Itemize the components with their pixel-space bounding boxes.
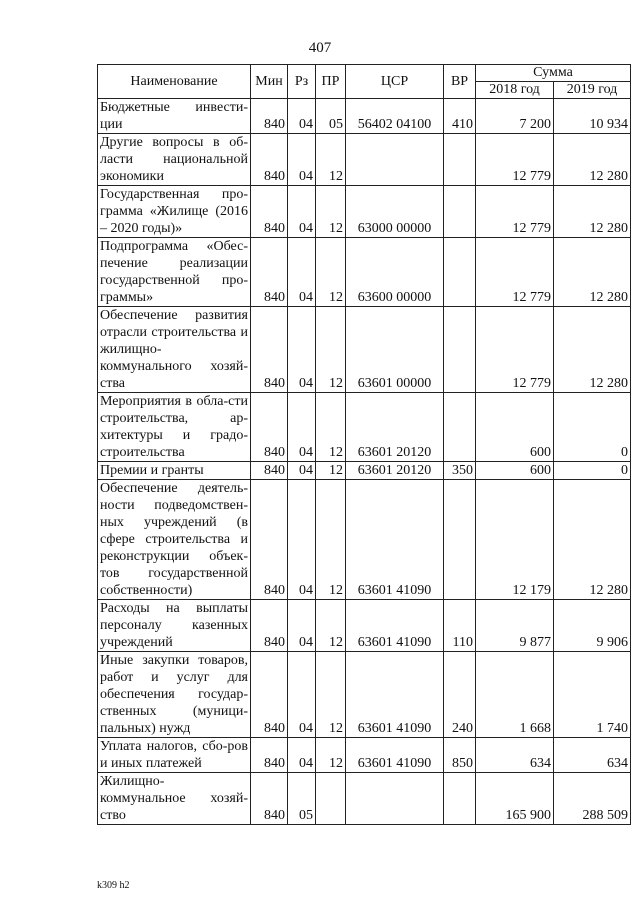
cell-pr: 12 (316, 186, 346, 238)
cell-pr: 12 (316, 393, 346, 462)
cell-pr (316, 773, 346, 825)
table-row (98, 738, 631, 773)
cell-rz: 04 (288, 186, 316, 238)
cell-rz: 04 (288, 462, 316, 480)
cell-amount-2019: 634 (554, 738, 631, 773)
cell-vr (444, 307, 476, 393)
cell-name: Обеспечение деятель-ности подведомствен-ных учреждений (в сфере строительства и реконструкции объек-тов государственной собственности) (98, 480, 251, 600)
table-row (98, 238, 631, 307)
cell-vr: 410 (444, 99, 476, 134)
cell-rz: 04 (288, 738, 316, 773)
cell-amount-2019: 1 740 (554, 652, 631, 738)
cell-vr: 850 (444, 738, 476, 773)
cell-vr: 350 (444, 462, 476, 480)
cell-min: 840 (251, 99, 288, 134)
table-row (98, 393, 631, 462)
cell-csr: 63601 00000 (346, 307, 444, 393)
cell-csr: 63601 41090 (346, 652, 444, 738)
cell-min: 840 (251, 600, 288, 652)
table-row (98, 773, 631, 825)
header-year-2019: 2019 год (554, 82, 631, 99)
header-name: Наименование (98, 65, 251, 99)
cell-name: Бюджетные инвести-ции (98, 99, 251, 134)
cell-rz: 04 (288, 480, 316, 600)
footer-code: k309 h2 (97, 880, 130, 891)
cell-rz: 04 (288, 307, 316, 393)
header-csr: ЦСР (346, 65, 444, 99)
cell-name: Государственная про-грамма «Жилище (2016 – 2020 годы)» (98, 186, 251, 238)
cell-amount-2018: 7 200 (476, 99, 554, 134)
cell-amount-2018: 12 779 (476, 307, 554, 393)
cell-amount-2019: 12 280 (554, 134, 631, 186)
cell-pr: 12 (316, 307, 346, 393)
cell-min: 840 (251, 480, 288, 600)
cell-csr: 63601 20120 (346, 393, 444, 462)
cell-rz: 04 (288, 652, 316, 738)
cell-vr (444, 238, 476, 307)
cell-pr: 12 (316, 652, 346, 738)
budget-table (97, 64, 631, 825)
cell-csr: 63601 41090 (346, 738, 444, 773)
header-rz: Рз (288, 65, 316, 99)
table-header-row (98, 65, 631, 82)
table-row (98, 480, 631, 600)
cell-amount-2018: 165 900 (476, 773, 554, 825)
cell-amount-2019: 0 (554, 393, 631, 462)
cell-pr: 12 (316, 462, 346, 480)
cell-rz: 04 (288, 600, 316, 652)
cell-amount-2018: 12 779 (476, 186, 554, 238)
cell-amount-2019: 12 280 (554, 480, 631, 600)
cell-rz: 05 (288, 773, 316, 825)
cell-csr: 63000 00000 (346, 186, 444, 238)
cell-min: 840 (251, 307, 288, 393)
cell-pr: 12 (316, 134, 346, 186)
cell-amount-2018: 12 179 (476, 480, 554, 600)
cell-csr: 63601 41090 (346, 480, 444, 600)
cell-pr: 05 (316, 99, 346, 134)
header-vr: ВР (444, 65, 476, 99)
cell-name: Жилищно-коммунальное хозяй-ство (98, 773, 251, 825)
cell-rz: 04 (288, 238, 316, 307)
cell-vr: 240 (444, 652, 476, 738)
cell-vr (444, 773, 476, 825)
table-row (98, 600, 631, 652)
table-row (98, 186, 631, 238)
cell-amount-2018: 9 877 (476, 600, 554, 652)
table-row (98, 307, 631, 393)
cell-amount-2018: 12 779 (476, 134, 554, 186)
cell-pr: 12 (316, 600, 346, 652)
cell-min: 840 (251, 393, 288, 462)
cell-name: Расходы на выплаты персоналу казенных учреждений (98, 600, 251, 652)
cell-amount-2018: 634 (476, 738, 554, 773)
cell-name: Обеспечение развития отрасли строительства и жилищно-коммунального хозяй-ства (98, 307, 251, 393)
cell-amount-2018: 600 (476, 393, 554, 462)
cell-rz: 04 (288, 393, 316, 462)
table-row (98, 462, 631, 480)
table-row (98, 652, 631, 738)
cell-name: Уплата налогов, сбо-ров и иных платежей (98, 738, 251, 773)
cell-min: 840 (251, 238, 288, 307)
table-row (98, 99, 631, 134)
cell-min: 840 (251, 738, 288, 773)
cell-vr: 110 (444, 600, 476, 652)
cell-csr: 63601 41090 (346, 600, 444, 652)
cell-pr: 12 (316, 738, 346, 773)
cell-min: 840 (251, 134, 288, 186)
page-number: 407 (308, 40, 332, 56)
cell-amount-2019: 0 (554, 462, 631, 480)
header-pr: ПР (316, 65, 346, 99)
table-body (98, 99, 631, 825)
cell-amount-2019: 12 280 (554, 238, 631, 307)
cell-amount-2019: 12 280 (554, 186, 631, 238)
cell-vr (444, 186, 476, 238)
cell-csr: 56402 04100 (346, 99, 444, 134)
table-row (98, 134, 631, 186)
cell-name: Мероприятия в обла-сти строительства, ар-хитектуры и градо-строительства (98, 393, 251, 462)
header-min: Мин (251, 65, 288, 99)
cell-amount-2018: 600 (476, 462, 554, 480)
cell-csr: 63601 20120 (346, 462, 444, 480)
cell-csr (346, 773, 444, 825)
cell-amount-2019: 10 934 (554, 99, 631, 134)
cell-amount-2019: 288 509 (554, 773, 631, 825)
cell-vr (444, 393, 476, 462)
cell-amount-2018: 12 779 (476, 238, 554, 307)
cell-min: 840 (251, 186, 288, 238)
cell-amount-2018: 1 668 (476, 652, 554, 738)
cell-name: Премии и гранты (98, 462, 251, 480)
cell-vr (444, 480, 476, 600)
cell-rz: 04 (288, 134, 316, 186)
cell-name: Другие вопросы в об-ласти национальной экономики (98, 134, 251, 186)
cell-name: Подпрограмма «Обес-печение реализации государственной про-граммы» (98, 238, 251, 307)
header-sum: Сумма (476, 65, 631, 82)
header-year-2018: 2018 год (476, 82, 554, 99)
cell-min: 840 (251, 773, 288, 825)
cell-rz: 04 (288, 99, 316, 134)
cell-csr: 63600 00000 (346, 238, 444, 307)
cell-name: Иные закупки товаров, работ и услуг для обеспечения государ-ственных (муници-пальных) нужд (98, 652, 251, 738)
cell-amount-2019: 12 280 (554, 307, 631, 393)
cell-min: 840 (251, 462, 288, 480)
cell-csr (346, 134, 444, 186)
cell-pr: 12 (316, 480, 346, 600)
cell-min: 840 (251, 652, 288, 738)
cell-vr (444, 134, 476, 186)
cell-amount-2019: 9 906 (554, 600, 631, 652)
cell-pr: 12 (316, 238, 346, 307)
